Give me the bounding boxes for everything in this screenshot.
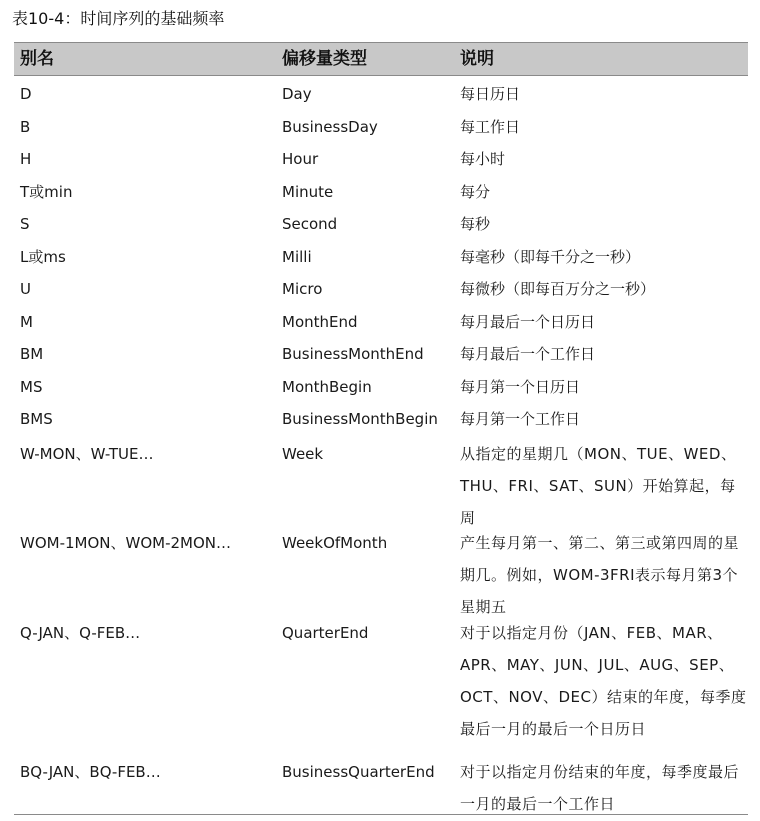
description-cell: 每小时 bbox=[460, 150, 506, 168]
description-cell: 每月第一个工作日 bbox=[460, 410, 581, 428]
alias-cell: D bbox=[20, 85, 32, 103]
description-cell: 每毫秒（即每千分之一秒） bbox=[460, 247, 641, 266]
table-header bbox=[14, 42, 748, 76]
offset-cell: Milli bbox=[282, 247, 312, 266]
table-bottom-rule bbox=[14, 814, 748, 815]
alias-cell: Q-JAN、Q-FEB… bbox=[20, 624, 141, 642]
description-cell: 对于以指定月份（JAN、FEB、MAR、APR、MAY、JUN、JUL、AUG、SEP、OCT、NOV、DEC）结束的年度，每季度最后一月的最后一个日历日 bbox=[460, 624, 747, 738]
description-cell: 每日历日 bbox=[460, 85, 521, 103]
alias-cell: T或min bbox=[20, 182, 73, 201]
alias-cell: BMS bbox=[20, 410, 53, 428]
description-cell: 从指定的星期几（MON、TUE、WED、THU、FRI、SAT、SUN）开始算起，每周 bbox=[460, 445, 737, 527]
offset-cell: BusinessDay bbox=[282, 117, 378, 136]
offset-cell: MonthEnd bbox=[282, 312, 358, 331]
description-cell: 每月最后一个工作日 bbox=[460, 345, 596, 363]
alias-cell: WOM-1MON、WOM-2MON… bbox=[20, 534, 232, 552]
description-cell: 每微秒（即每百万分之一秒） bbox=[460, 280, 656, 298]
alias-cell: L或ms bbox=[20, 247, 66, 266]
offset-cell: Micro bbox=[282, 280, 323, 298]
offset-cell: WeekOfMonth bbox=[282, 534, 388, 552]
header-alias: 别名 bbox=[20, 49, 54, 69]
offset-cell: QuarterEnd bbox=[282, 624, 369, 642]
alias-cell: B bbox=[20, 117, 31, 136]
description-cell: 每分 bbox=[460, 182, 491, 201]
offset-cell: BusinessMonthBegin bbox=[282, 410, 438, 428]
alias-cell: BM bbox=[20, 345, 44, 363]
description-cell: 每工作日 bbox=[460, 117, 521, 136]
alias-cell: W-MON、W-TUE… bbox=[20, 445, 154, 463]
offset-cell: Hour bbox=[282, 150, 319, 168]
offset-cell: BusinessMonthEnd bbox=[282, 345, 424, 363]
header-offset-type: 偏移量类型 bbox=[282, 49, 367, 69]
offset-cell: Week bbox=[282, 445, 324, 463]
description-cell: 产生每月第一、第二、第三或第四周的星期几。例如，WOM-3FRI表示每月第3个星期五 bbox=[460, 534, 740, 616]
alias-cell: U bbox=[20, 280, 31, 298]
offset-cell: MonthBegin bbox=[282, 377, 372, 396]
offset-cell: Second bbox=[282, 215, 338, 233]
alias-cell: MS bbox=[20, 377, 43, 396]
description-cell: 每秒 bbox=[460, 215, 491, 233]
alias-cell: BQ-JAN、BQ-FEB… bbox=[20, 763, 161, 781]
offset-cell: BusinessQuarterEnd bbox=[282, 763, 435, 781]
offset-cell: Day bbox=[282, 85, 312, 103]
offset-cell: Minute bbox=[282, 182, 334, 201]
description-cell: 每月第一个日历日 bbox=[460, 377, 581, 396]
description-cell: 对于以指定月份结束的年度，每季度最后一月的最后一个工作日 bbox=[460, 763, 740, 813]
alias-cell: S bbox=[20, 215, 30, 233]
description-cell: 每月最后一个日历日 bbox=[460, 312, 596, 331]
header-description: 说明 bbox=[460, 49, 494, 69]
alias-cell: M bbox=[20, 312, 33, 331]
table-caption: 表10-4：时间序列的基础频率 bbox=[12, 9, 225, 28]
alias-cell: H bbox=[20, 150, 32, 168]
